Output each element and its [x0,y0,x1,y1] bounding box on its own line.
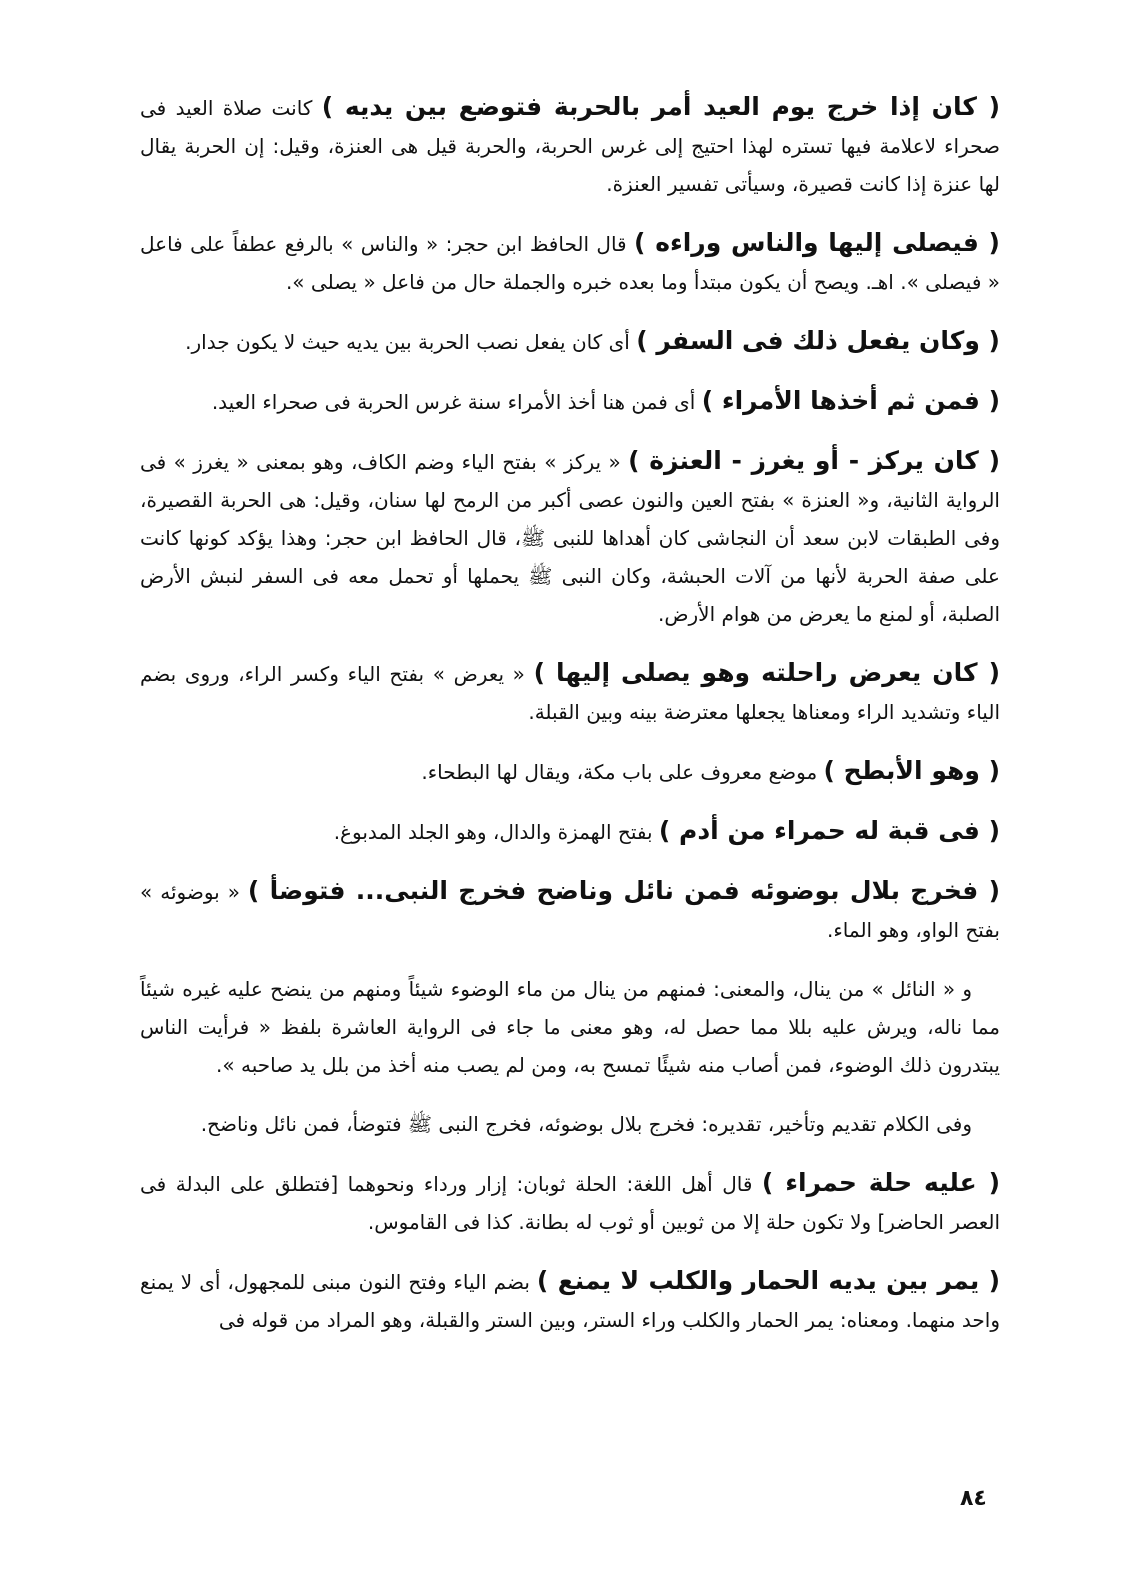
paragraph-body: بفتح الهمزة والدال، وهو الجلد المدبوغ. [333,820,659,844]
paragraph [140,1164,1000,1241]
headword: ( يمر بين يديه الحمار والكلب لا يمنع ) [536,1266,1001,1295]
paragraph-body: قال أهل اللغة: الحلة ثوبان: إزار ورداء ونحوهما [فتطلق على البدلة فى العصر الحاضر] ولا تكون حلة إلا من ثوبين أو ثوب له بطانة. كذا فى القاموس. [140,1172,1000,1234]
headword: ( كان يركز - أو يغرز - العنزة ) [628,446,1000,475]
text-column [140,88,1000,1360]
paragraph-body: « بوضوئه » بفتح الواو، وهو الماء. [140,880,1000,942]
headword: ( كان إذا خرج يوم العيد أمر بالحربة فتوضع بين يديه ) [321,92,1000,121]
paragraph [140,872,1000,949]
page-number: ٨٤ [960,1486,987,1511]
paragraph-body: وفى الكلام تقديم وتأخير، تقديره: فخرج بلال بوضوئه، فخرج النبى ﷺ فتوضأ، فمن نائل وناضح. [200,1112,972,1136]
paragraph-body: « يركز » بفتح الياء وضم الكاف، وهو بمعنى « يغرز » فى الرواية الثانية، و« العنزة » بفتح العين والنون عصى أكبر من الرمح لها سنان، وقيل: هى الحربة القصيرة، وفى الطبقات لابن سعد أن النجاشى كان أهداها للنبى ﷺ، قال الحافظ ابن حجر: وهذا يؤكد كونها كانت على صفة الحربة لأنها من آلات الحبشة، وكان النبى ﷺ يحملها أو تحمل معه فى السفر لنبش الأرض الصلبة، أو لمنع ما يعرض من هوام الأرض. [140,450,1000,626]
headword: ( فمن ثم أخذها الأمراء ) [701,386,1000,415]
paragraph [140,812,1000,851]
paragraph-body: بضم الياء وفتح النون مبنى للمجهول، أى لا يمنع واحد منهما. ومعناه: يمر الحمار والكلب وراء الستر، وبين الستر والقبلة، وهو المراد من قوله فى [140,1270,1000,1332]
paragraph [140,752,1000,791]
headword: ( فخرج بلال بوضوئه فمن نائل وناضح فخرج النبى... فتوضأ ) [247,876,1000,905]
paragraph-body: أى فمن هنا أخذ الأمراء سنة غرس الحربة فى صحراء العيد. [211,390,702,414]
paragraph [140,382,1000,421]
paragraph-body: موضع معروف على باب مكة، ويقال لها البطحاء. [421,760,824,784]
paragraph-body: « يعرض » بفتح الياء وكسر الراء، وروى بضم الياء وتشديد الراء ومعناها يجعلها معترضة بينه وبين القبلة. [140,662,1000,724]
headword: ( فى قبة له حمراء من أدم ) [658,816,1000,845]
paragraph-body: و « النائل » من ينال، والمعنى: فمنهم من ينال من ماء الوضوء شيئاً ومنهم من ينضح عليه غيره شيئاً مما ناله، ويرش عليه بللا مما حصل له، وهو معنى ما جاء فى الرواية العاشرة بلفظ « فرأيت الناس يبتدرون ذلك الوضوء، فمن أصاب منه شيئًا تمسح به، ومن لم يصب منه أخذ من بلل يد صاحبه ». [140,977,1000,1077]
paragraph-body: قال الحافظ ابن حجر: « والناس » بالرفع عطفاً على فاعل « فيصلى ». اهـ. ويصح أن يكون مبتدأ وما بعده خبره والجملة حال من فاعل « يصلى ». [140,232,1000,294]
headword: ( كان يعرض راحلته وهو يصلى إليها ) [533,658,1000,687]
headword: ( وكان يفعل ذلك فى السفر ) [636,326,1000,355]
paragraph [140,88,1000,203]
paragraph-body: كانت صلاة العيد فى صحراء لاعلامة فيها تستره لهذا احتيج إلى غرس الحربة، والحربة قيل هى العنزة، وقيل: إن الحربة يقال لها عنزة إذا كانت قصيرة، وسيأتى تفسير العنزة. [140,96,1000,196]
paragraph [140,1262,1000,1339]
paragraph [140,654,1000,731]
paragraph [140,1105,1000,1143]
paragraph [140,442,1000,633]
headword: ( فيصلى إليها والناس وراءه ) [634,228,1000,257]
paragraph [140,224,1000,301]
paragraph [140,322,1000,361]
headword: ( وهو الأبطح ) [823,756,1000,785]
paragraph [140,970,1000,1084]
paragraph-body: أى كان يفعل نصب الحربة بين يديه حيث لا يكون جدار. [185,330,637,354]
headword: ( عليه حلة حمراء ) [761,1168,1000,1197]
